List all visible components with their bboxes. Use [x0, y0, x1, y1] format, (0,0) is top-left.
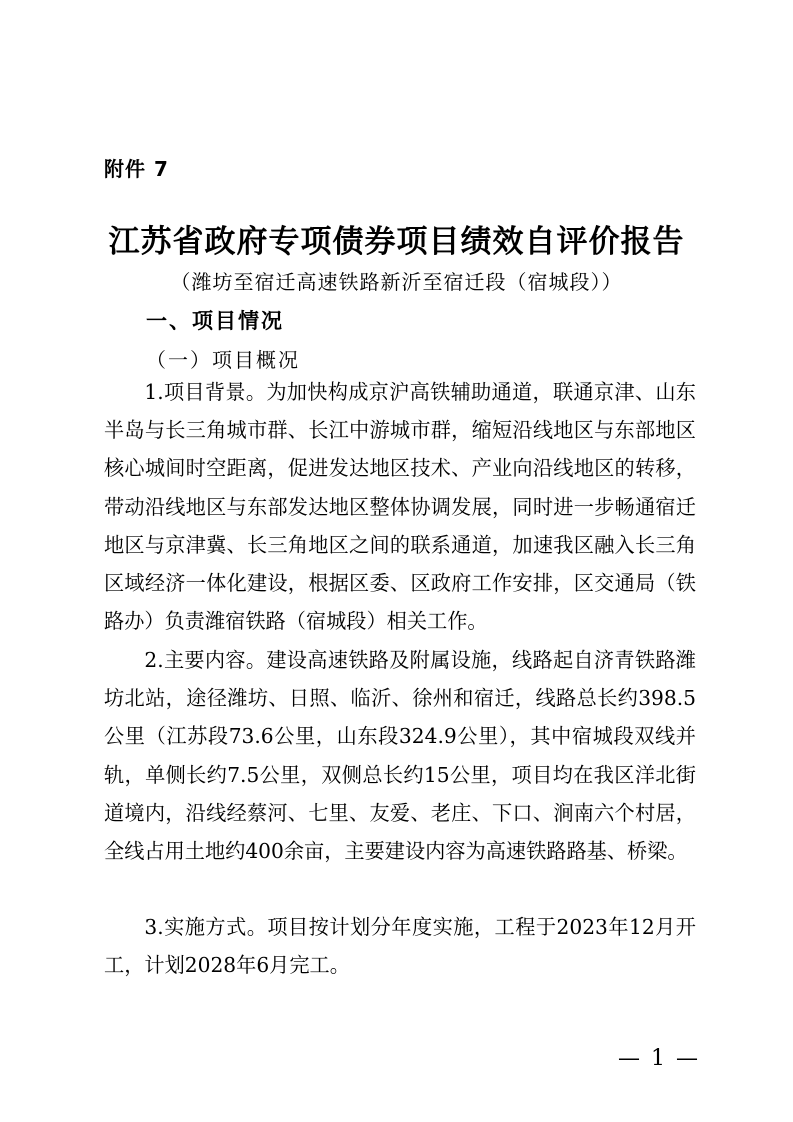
document-subtitle: （潍坊至宿迁高速铁路新沂至宿迁段（宿城段））	[170, 270, 623, 294]
document-title: 江苏省政府专项债券项目绩效自评价报告	[108, 224, 685, 260]
paragraph-implementation: 3.实施方式。项目按计划分年度实施，工程于2023年12月开工，计划2028年6月完工。	[104, 915, 696, 978]
paragraph-background: 1.项目背景。为加快构成京沪高铁辅助通道，联通京津、山东半岛与长三角城市群、长江中游城市群，缩短沿线地区与东部地区核心城间时空距离，促进发达地区技术、产业向沿线地区的转移，带动沿线地区与东部发达地区整体协调发展，同时进一步畅通宿迁地区与京津冀、长三角地区之间的联系通道，加速我区融入长三角区域经济一体化建设，根据区委、区政府工作安排，区交通局（铁路办）负责潍宿铁路（宿城段）相关工作。	[104, 380, 696, 634]
section-heading: 一、项目情况	[146, 309, 284, 333]
page-number: — 1 —	[618, 1046, 700, 1071]
attachment-label: 附件 7	[104, 157, 169, 181]
paragraph-main-content: 2.主要内容。建设高速铁路及附属设施，线路起自济青铁路潍坊北站，途径潍坊、日照、临沂、徐州和宿迁，线路总长约398.5公里（江苏段73.6公里，山东段324.9公里），其中宿城段双线并轨，单侧长约7.5公里，双侧总长约15公里，项目均在我区洋北街道境内，沿线经蔡河、七里、友爱、老庄、下口、涧南六个村居，全线占用土地约400余亩，主要建设内容为高速铁路路基、桥梁。	[104, 648, 696, 864]
subsection-heading: （一）项目概况	[146, 348, 300, 372]
